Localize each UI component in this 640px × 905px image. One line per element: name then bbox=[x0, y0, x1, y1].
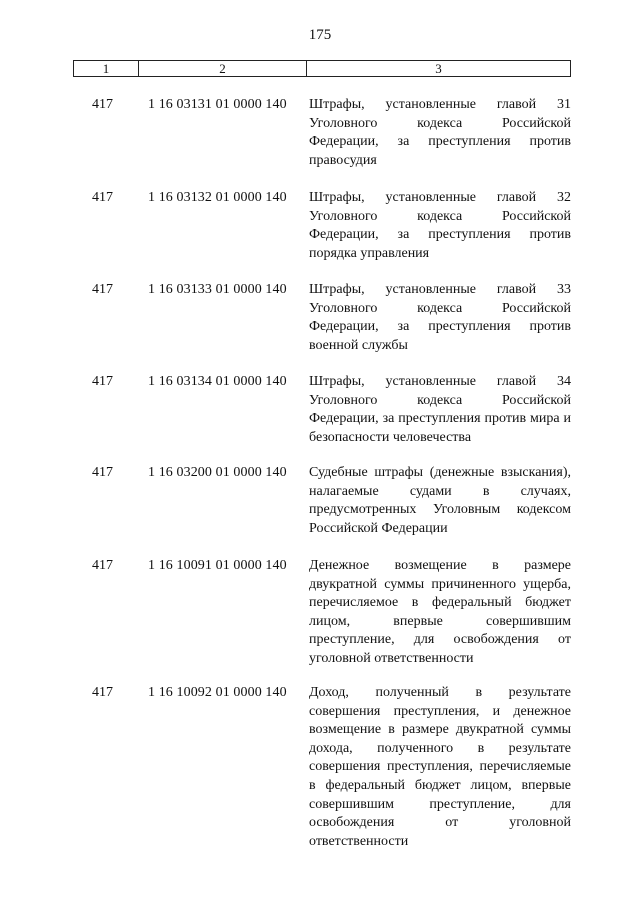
income-description: Доход, полученный в результате совершения преступления, и денежное возмещение в размере двукратной суммы дохода, полученного в результате совершения преступления, перечисляемые в федеральный бюджет лицом, впервые совершившим преступление, для освобождения от уголовной ответственности bbox=[309, 685, 571, 849]
income-description: Судебные штрафы (денежные взыскания), налагаемые судами в случаях, предусмотренных Уголовным кодексом Российской Федерации bbox=[309, 465, 571, 536]
admin-code: 417 bbox=[92, 282, 113, 297]
income-description: Денежное возмещение в размере двукратной суммы причиненного ущерба, перечисляемое в федеральный бюджет лицом, впервые совершившим преступление, для освобождения от уголовной ответственности bbox=[309, 558, 571, 666]
column-header-3: 3 bbox=[435, 61, 442, 76]
budget-classification-code: 1 16 03131 01 0000 140 bbox=[148, 97, 287, 112]
income-description: Штрафы, установленные главой 33 Уголовного кодекса Российской Федерации, за преступления против военной службы bbox=[309, 282, 571, 353]
admin-code: 417 bbox=[92, 190, 113, 205]
budget-classification-code: 1 16 03134 01 0000 140 bbox=[148, 374, 287, 389]
page-number: 175 bbox=[308, 27, 332, 43]
column-header-2: 2 bbox=[139, 61, 307, 76]
income-description: Штрафы, установленные главой 32 Уголовного кодекса Российской Федерации, за преступления против порядка управления bbox=[309, 190, 571, 261]
admin-code: 417 bbox=[92, 558, 113, 573]
column-header-row bbox=[73, 60, 571, 77]
admin-code: 417 bbox=[92, 97, 113, 112]
admin-code: 417 bbox=[92, 465, 113, 480]
admin-code: 417 bbox=[92, 685, 113, 700]
budget-classification-code: 1 16 10091 01 0000 140 bbox=[148, 558, 287, 573]
budget-classification-code: 1 16 03200 01 0000 140 bbox=[148, 465, 287, 480]
admin-code: 417 bbox=[92, 374, 113, 389]
budget-classification-code: 1 16 10092 01 0000 140 bbox=[148, 685, 287, 700]
budget-classification-code: 1 16 03132 01 0000 140 bbox=[148, 190, 287, 205]
column-header-1: 1 bbox=[74, 61, 139, 76]
budget-classification-code: 1 16 03133 01 0000 140 bbox=[148, 282, 287, 297]
income-description: Штрафы, установленные главой 31 Уголовного кодекса Российской Федерации, за преступления против правосудия bbox=[309, 97, 571, 168]
income-description: Штрафы, установленные главой 34 Уголовного кодекса Российской Федерации, за преступления против мира и безопасности человечества bbox=[309, 374, 571, 445]
